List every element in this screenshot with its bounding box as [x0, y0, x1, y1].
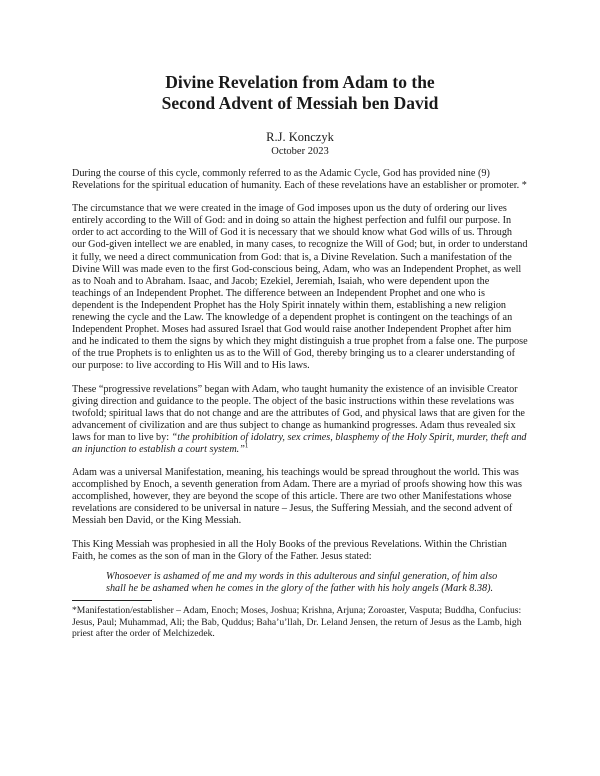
title-line-1: Divine Revelation from Adam to the: [165, 72, 435, 92]
footnote-divider: [72, 600, 152, 601]
author-name: R.J. Konczyk: [266, 130, 334, 144]
title-line-2: Second Advent of Messiah ben David: [161, 93, 439, 113]
paragraph-image-of-god: The circumstance that we were created in the image of God imposes upon us the duty of ordering our lives entirely according to the Will of God: and in doing so attain the highest perfection and fulfil our purpose. In order to act according to the Will of God it is necessary that we should know what God wills of us. Through our God-given intellect we are enabled, in many cases, to recognize the Will of God; but, in order to understand it fully, we need a direct communication from God: that is, a Divine Revelation. Such a manifestation of the Divine Will was made even to the first God-conscious being, Adam, who was an Independent Prophet, as well as to Noah and to Abraham. Isaac, and Jacob; Ezekiel, Jeremiah, Isaiah, who were dependent upon the teachings of an Independent Prophet. The difference between an Independent Prophet and one who is dependent is the Independent Prophet has the Holy Spirit innately within them, establishing a new religion renewing the cycle and the Law. The knowledge of a dependent prophet is contingent on the teachings of an Independent Prophet. Moses had assured Israel that God would raise another Independent Prophet after him and he indicated to them the signs by which they might distinguish a true prophet from a false one. The purpose of the true Prophets is to enlighten us as to the Will of God, thereby bringing us to a clearer understanding of our purpose: to live according to His Will and to His laws.: [72, 203, 528, 372]
document-title: [72, 72, 528, 114]
adamic-laws-quote: “the prohibition of idolatry, sex crimes, blasphemy of the Holy Spirit, murder, theft and an injunction to establish a court system.”: [72, 431, 527, 455]
paragraph-intro: During the course of this cycle, commonly referred to as the Adamic Cycle, God has provided nine (9) Revelations for the spiritual education of humanity. Each of these revelations have an establisher or promoter. *: [72, 168, 527, 192]
footnote-text: *Manifestation/establisher – Adam, Enoch; Moses, Joshua; Krishna, Arjuna; Zoroaster, Vasputa; Buddha, Confucius: Jesus, Paul; Muhammad, Ali; the Bab, Quddus; Baha’u’llah, Dr. Leland Jensen, the return of Jesus as the Lamb, high priest after the order of Melchizedek.: [72, 604, 522, 640]
paragraph-king-messiah: This King Messiah was prophesied in all the Holy Books of the previous Revelations. Within the Christian Faith, he comes as the son of man in the Glory of the Father. Jesus stated:: [72, 538, 507, 562]
footnote-marker[interactable]: 1: [244, 441, 249, 450]
paragraph-universal-manifestation: Adam was a universal Manifestation, meaning, his teachings would be spread throughout the world. This was accomplished by Enoch, a seventh generation from Adam. There are a myriad of proofs showing how this was accomplished, however, they are beyond the scope of this article. There are two other Manifestations whose revelations are considered to be universal in nature – Jesus, the Suffering Messiah, and the second advent of Messiah ben David, or the King Messiah.: [72, 467, 522, 527]
paragraph-progressive-revelations: [72, 384, 528, 457]
publication-date: October 2023: [271, 146, 329, 157]
scripture-block-quote: Whosoever is ashamed of me and my words in this adulterous and sinful generation, of him also shall he be ashamed when he comes in the glory of the father with his holy angels (Mark 8.38).: [106, 570, 498, 594]
paragraph-progressive-revelations-text: These “progressive revelations” began with Adam, who taught humanity the existence of an invisible Creator giving direction and guidance to the people. The object of the basic instructions within these revelations was twofold; spiritual laws that do not change and are the attributes of God, and physical laws that are given for the advancement of civilization and are thus subject to change as humankind progresses. Adam thus revealed six laws for man to live by:: [72, 383, 525, 443]
document-page: [72, 72, 528, 640]
